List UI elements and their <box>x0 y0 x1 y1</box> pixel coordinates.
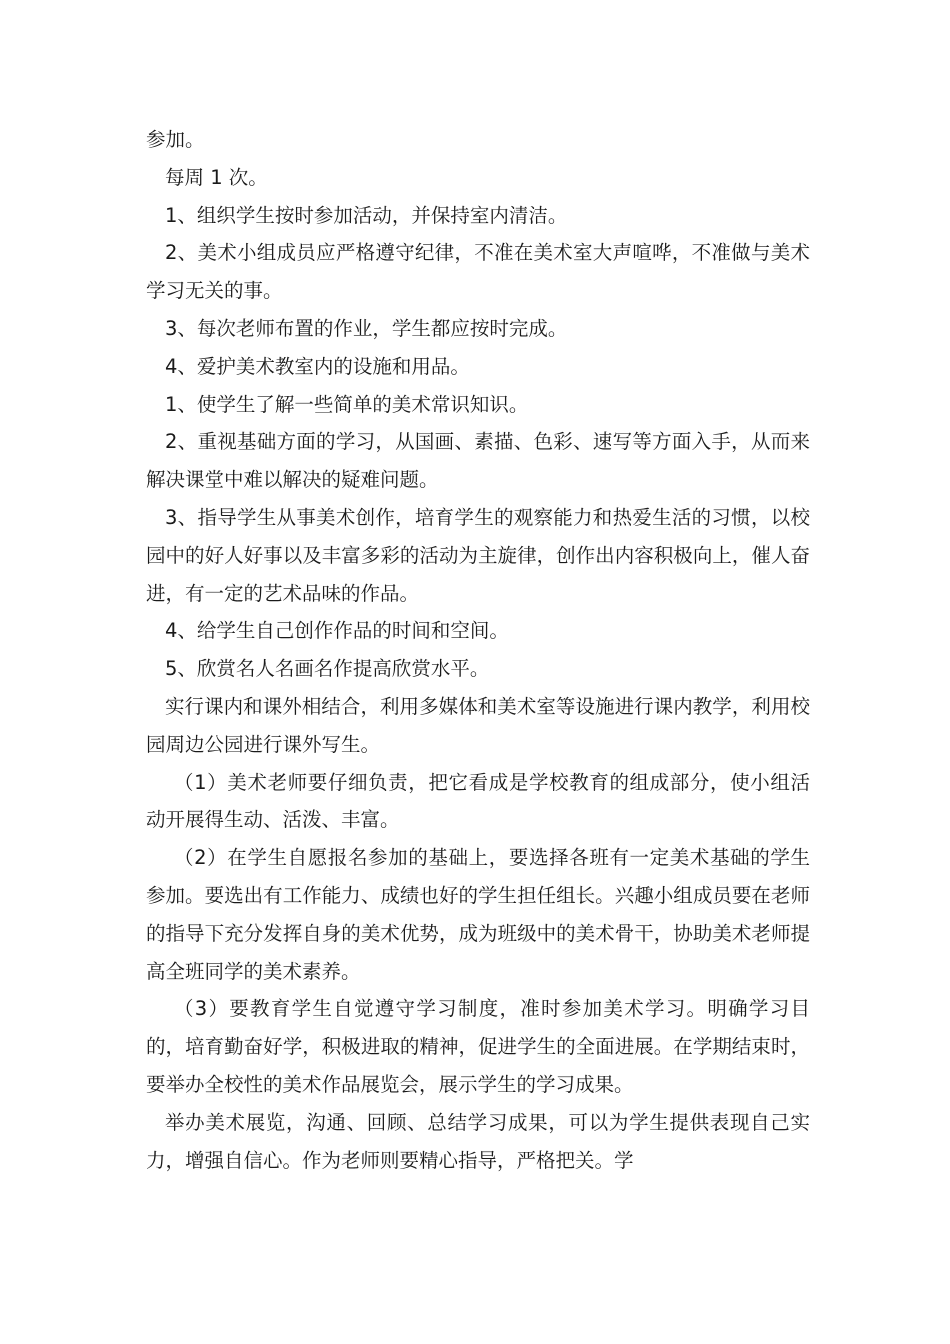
paragraph-goal-5: 5、欣赏名人名画名作提高欣赏水平。 <box>165 657 490 681</box>
paragraph-rule-4: 4、爱护美术教室内的设施和用品。 <box>165 354 470 378</box>
paragraph-goal-1: 1、使学生了解一些简单的美术常识知识。 <box>165 392 529 416</box>
paragraph-rule-1: 1、组织学生按时参加活动，并保持室内清洁。 <box>165 203 568 227</box>
paragraph-frequency: 每周 1 次。 <box>165 165 268 189</box>
paragraph-goal-3: 3、指导学生从事美术创作，培育学生的观察能力和热爱生活的习惯，以校园中的好人好事以及丰富多彩的活动为主旋律，创作出内容积极向上，催人奋进，有一定的艺术品味的作品。 <box>146 505 810 605</box>
paragraph-exhibition: 举办美术展览，沟通、回顾、总结学习成果，可以为学生提供表现自己实力，增强自信心。作为老师则要精心指导，严格把关。学 <box>146 1110 810 1172</box>
paragraph-method: 实行课内和课外相结合，利用多媒体和美术室等设施进行课内教学，利用校园周边公园进行课外写生。 <box>146 694 810 756</box>
paragraph-measure-3: （3）要教育学生自觉遵守学习制度，准时参加美术学习。明确学习目的，培育勤奋好学，积极进取的精神，促进学生的全面进展。在学期结束时，要举办全校性的美术作品展览会，展示学生的学习成果。 <box>146 997 810 1096</box>
paragraph-measure-1: （1）美术老师要仔细负责，把它看成是学校教育的组成部分，使小组活动开展得生动、活泼、丰富。 <box>146 770 810 832</box>
paragraph-goal-2: 2、重视基础方面的学习，从国画、素描、色彩、速写等方面入手，从而来解决课堂中难以解决的疑难问题。 <box>146 430 810 492</box>
paragraph-rule-3: 3、每次老师布置的作业，学生都应按时完成。 <box>165 316 568 340</box>
paragraph-continuation: 参加。 <box>146 128 205 151</box>
paragraph-measure-2: （2）在学生自愿报名参加的基础上，要选择各班有一定美术基础的学生参加。要选出有工作能力、成绩也好的学生担任组长。兴趣小组成员要在老师的指导下充分发挥自身的美术优势，成为班级中的美术骨干，协助美术老师提高全班同学的美术素养。 <box>146 846 810 983</box>
document-body <box>146 121 810 1179</box>
paragraph-goal-4: 4、给学生自己创作作品的时间和空间。 <box>165 619 509 643</box>
paragraph-rule-2: 2、美术小组成员应严格遵守纪律，不准在美术室大声喧哗，不准做与美术学习无关的事。 <box>146 241 810 303</box>
